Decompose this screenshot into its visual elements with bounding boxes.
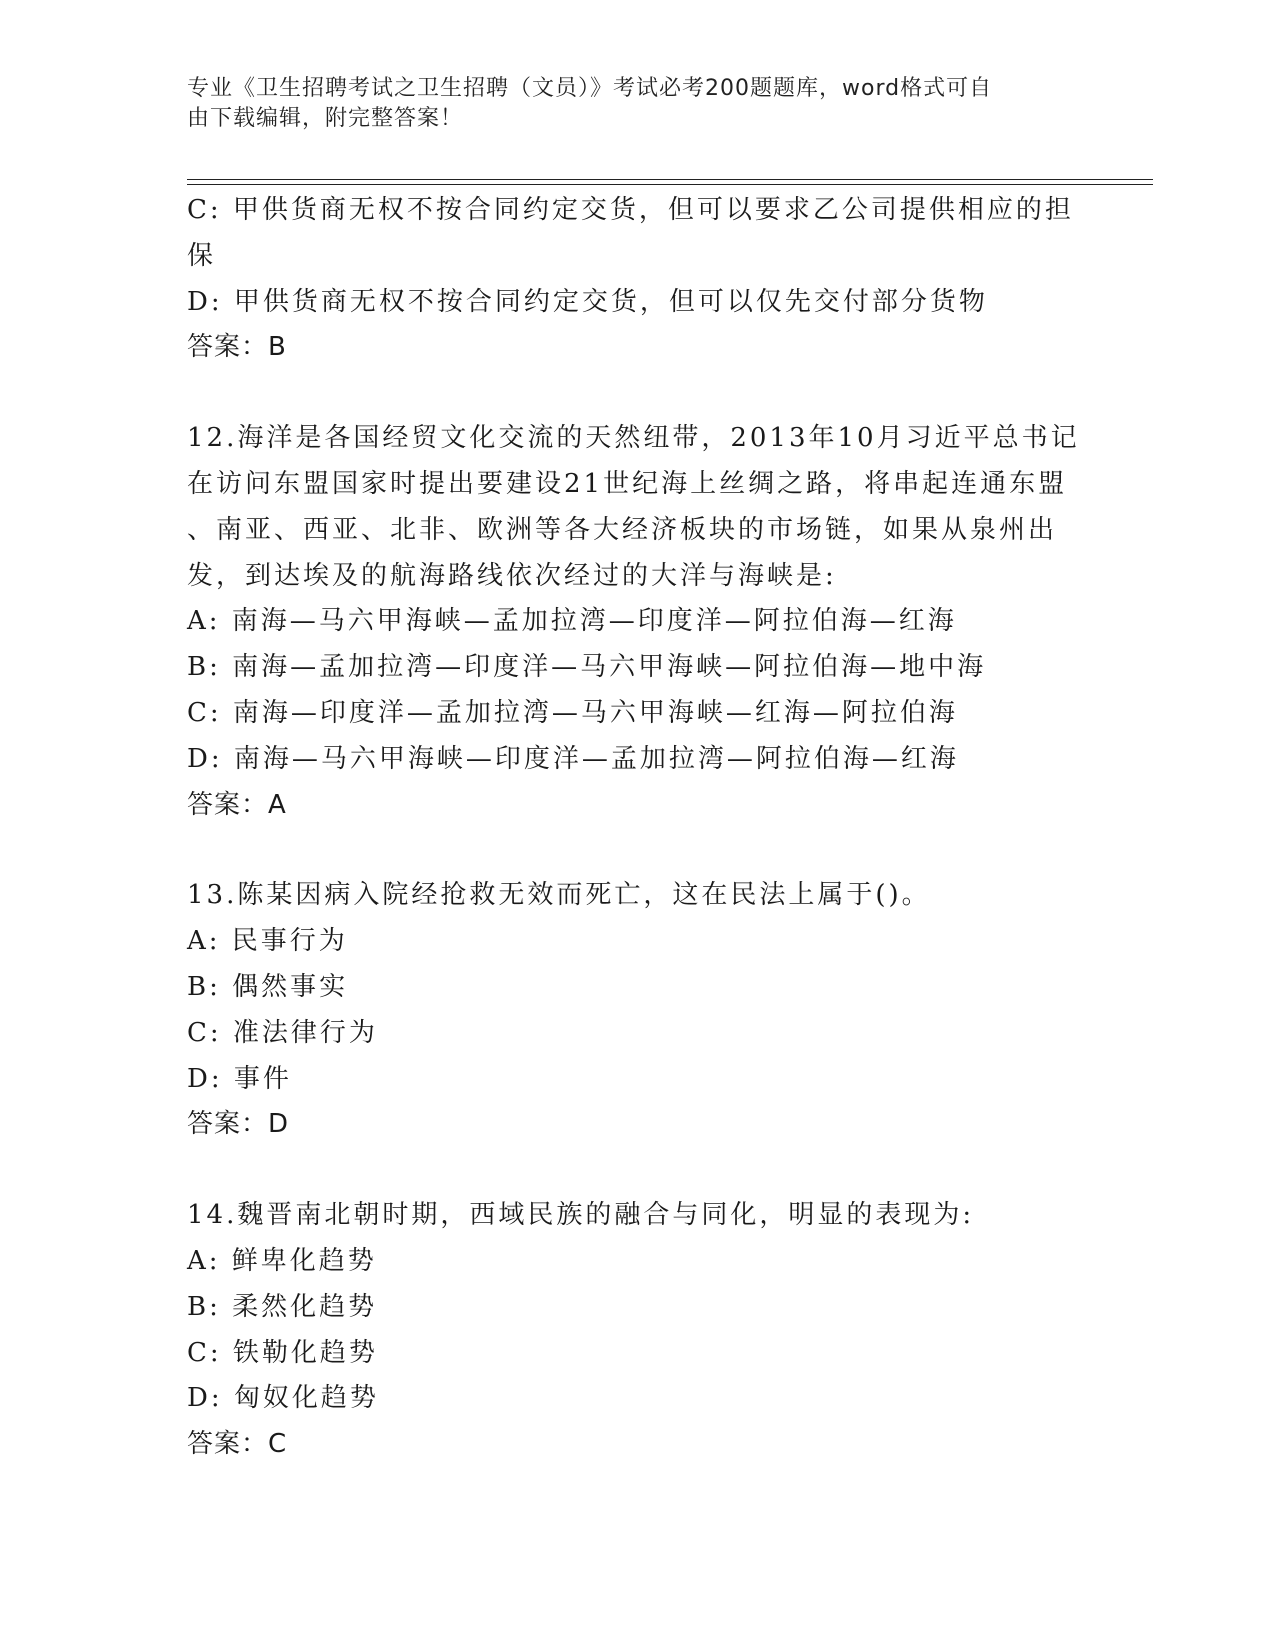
answer: 答案：C (187, 1429, 288, 1460)
question-stem-line: 、南亚、西亚、北非、欧洲等各大经济板块的市场链，如果从泉州出 (187, 514, 1058, 545)
answer: 答案：B (187, 332, 287, 363)
option-c: C: 南海—印度洋—孟加拉湾—马六甲海峡—红海—阿拉伯海 (187, 697, 958, 728)
question-13 (187, 873, 1087, 1148)
option-a: A: 南海—马六甲海峡—孟加拉湾—印度洋—阿拉伯海—红海 (187, 606, 957, 637)
option-c-line-1: C: 甲供货商无权不按合同约定交货，但可以要求乙公司提供相应的担 (187, 195, 1074, 225)
question-14 (187, 1193, 1087, 1468)
question-stem-line: 13.陈某因病入院经抢救无效而死亡，这在民法上属于()。 (187, 880, 931, 911)
question-stem-line: 发，到达埃及的航海路线依次经过的大洋与海峡是: (187, 560, 837, 591)
question-stem-line: 在访问东盟国家时提出要建设21世纪海上丝绸之路，将串起连通东盟 (187, 468, 1068, 499)
header-line-2: 由下载编辑，附完整答案！ (187, 106, 464, 131)
question-11-tail (187, 188, 1087, 371)
option-c: C: 准法律行为 (187, 1017, 378, 1048)
answer: 答案：D (187, 1109, 290, 1140)
question-stem-line: 14.魏晋南北朝时期，西域民族的融合与同化，明显的表现为: (187, 1200, 975, 1231)
question-stem-line: 12.海洋是各国经贸文化交流的天然纽带，2013年10月习近平总书记 (187, 423, 1080, 454)
option-b: B: 柔然化趋势 (187, 1291, 378, 1322)
header-line-1: 专业《卫生招聘考试之卫生招聘（文员）》考试必考200题题库，word格式可自 (187, 76, 993, 101)
question-12 (187, 416, 1087, 828)
option-d: D: 事件 (187, 1063, 292, 1094)
option-d: D: 匈奴化趋势 (187, 1383, 379, 1414)
document-header (187, 74, 1067, 134)
option-d: D: 南海—马六甲海峡—印度洋—孟加拉湾—阿拉伯海—红海 (187, 743, 959, 774)
option-a: A: 民事行为 (187, 926, 348, 957)
option-b: B: 偶然事实 (187, 971, 349, 1002)
answer: 答案：A (187, 789, 287, 820)
option-b: B: 南海—孟加拉湾—印度洋—马六甲海峡—阿拉伯海—地中海 (187, 652, 987, 683)
document-body (187, 188, 1087, 1468)
header-rule-bottom (187, 184, 1153, 185)
option-d: D: 甲供货商无权不按合同约定交货，但可以仅先交付部分货物 (187, 286, 988, 317)
option-c: C: 铁勒化趋势 (187, 1337, 378, 1368)
option-c-line-2: 保 (187, 240, 217, 271)
option-a: A: 鲜卑化趋势 (187, 1245, 377, 1276)
header-rule-top (187, 179, 1153, 180)
